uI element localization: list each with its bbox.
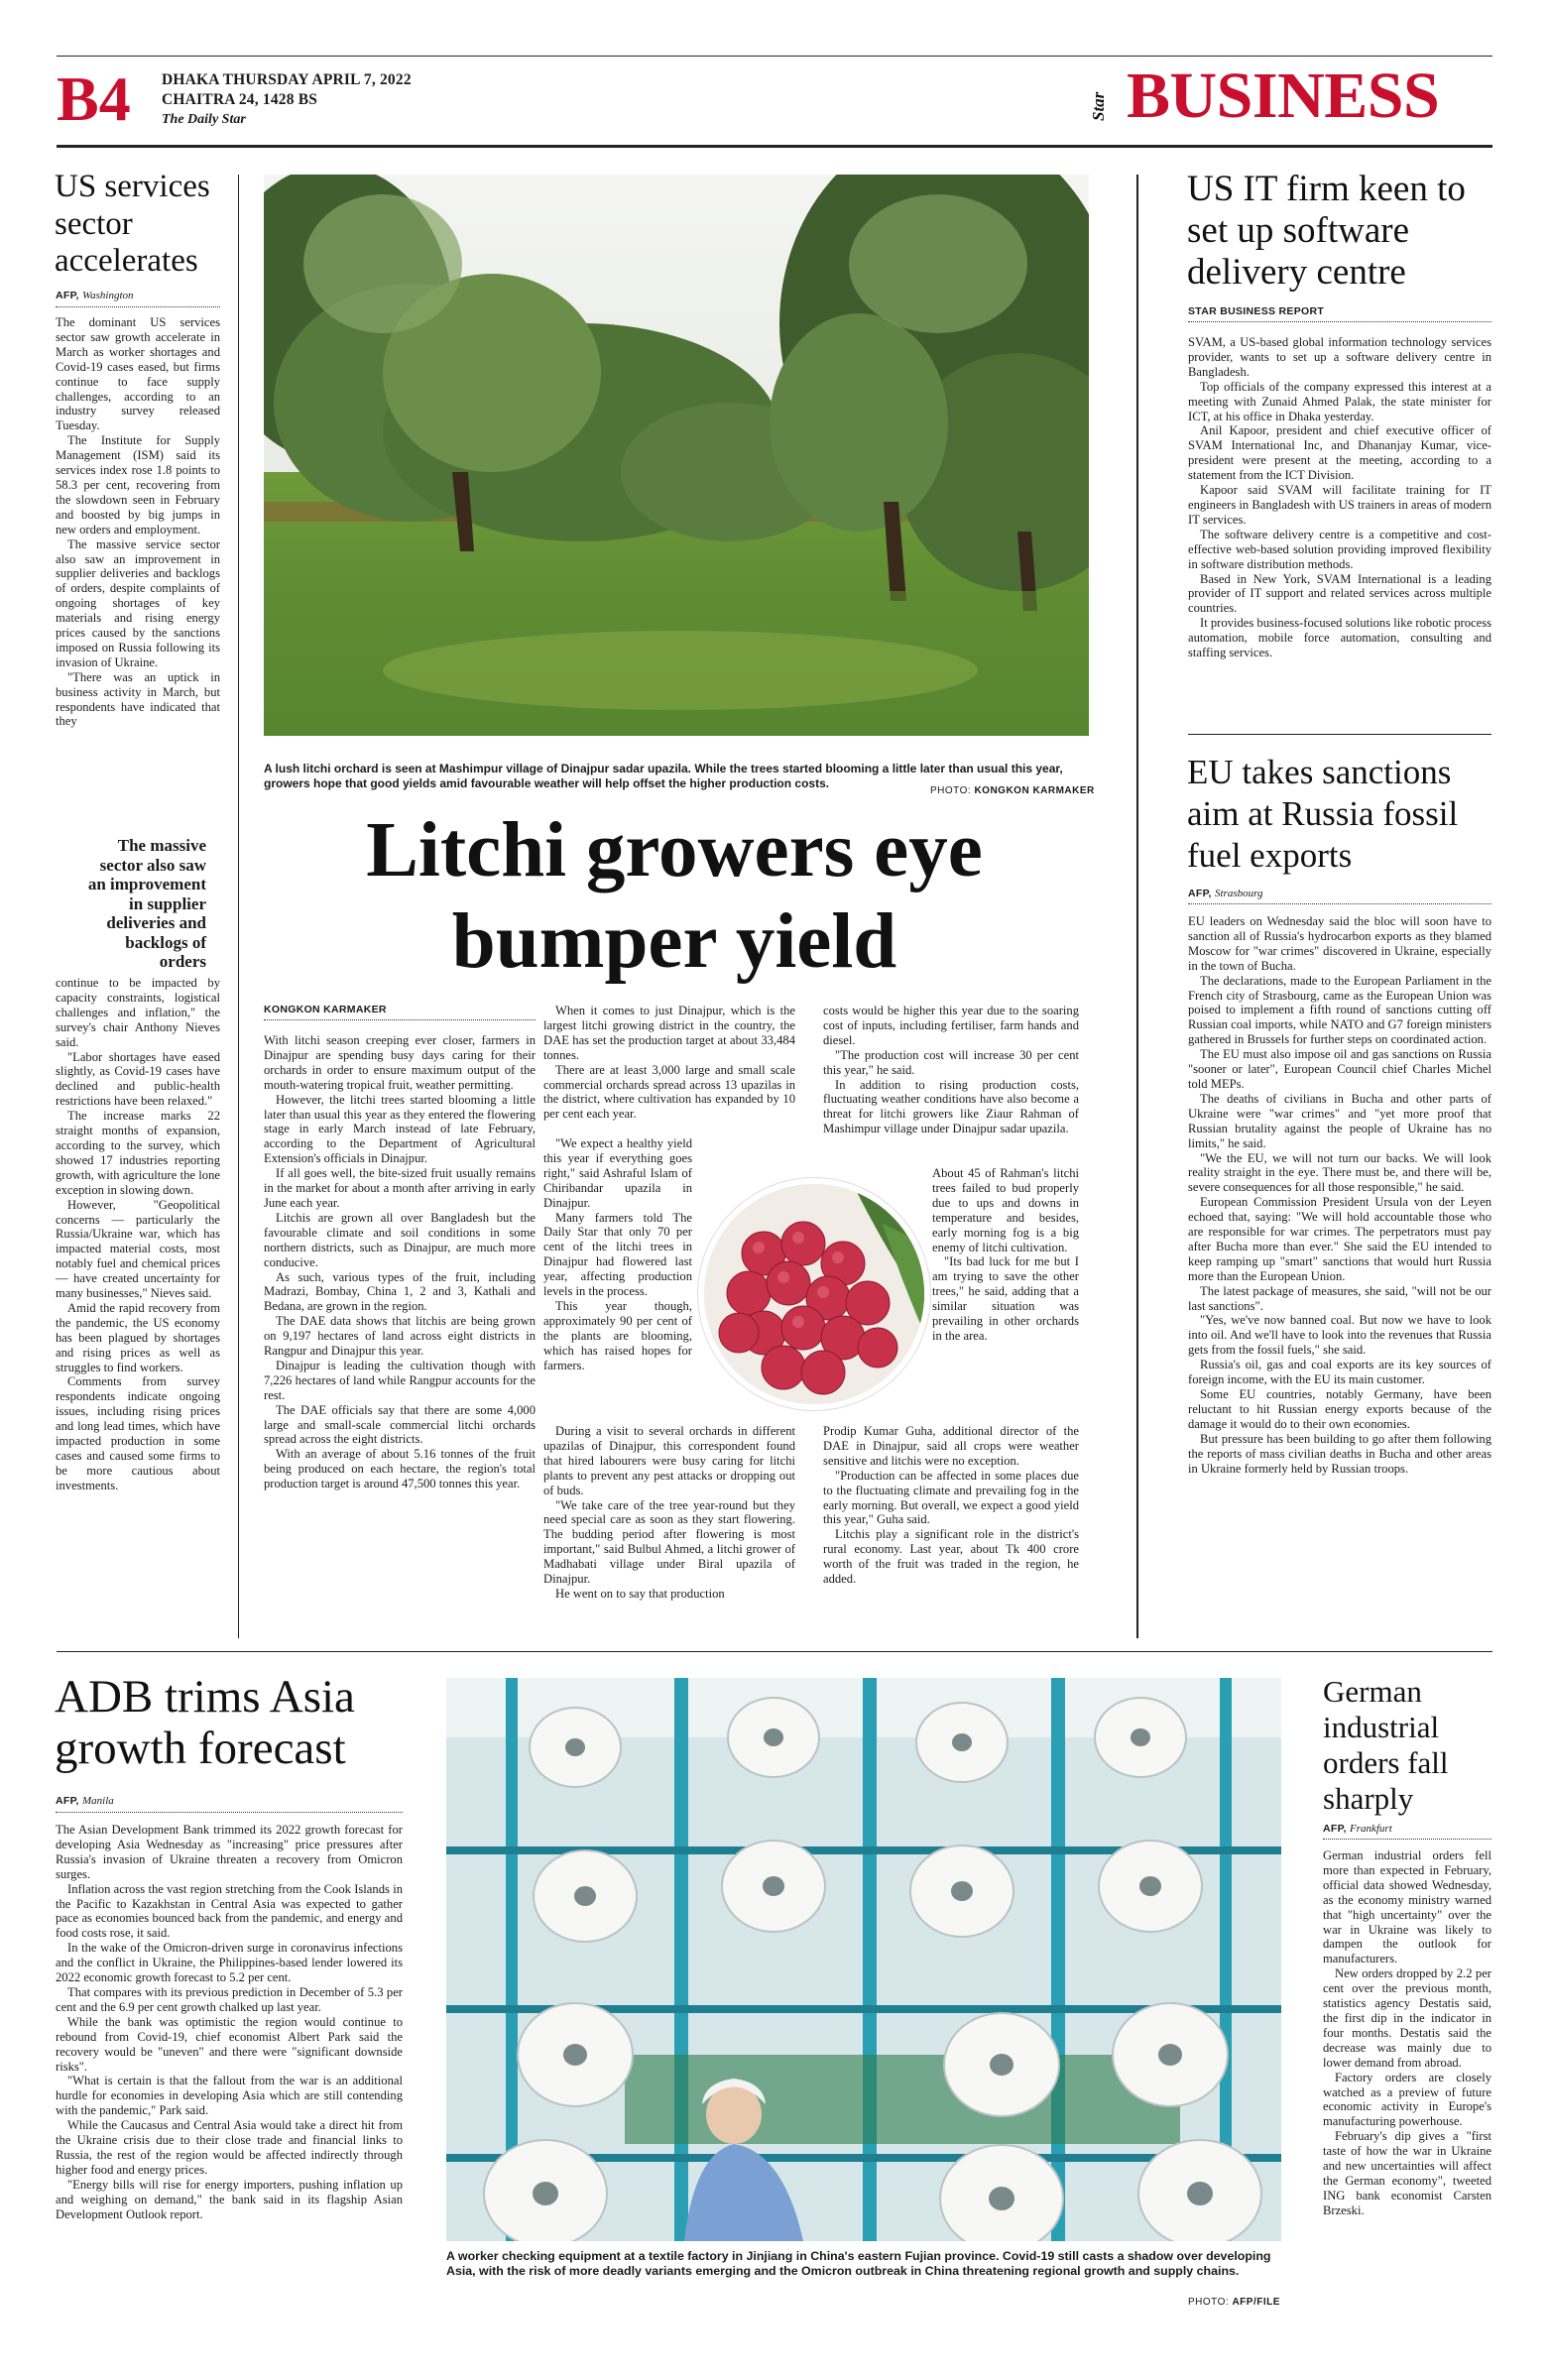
textile-photo-credit: PHOTO: AFP/FILE xyxy=(1188,2297,1280,2308)
us-services-body-top: The dominant US services sector saw growth accelerate in March as worker shortages and Covid-19 cases eased, but firms continue to face supply challenges, according to an industry survey released Tuesday. The Institute for Supply Management (ISM) said its services index rose 1.8 points to 58.3 per cent, recovering from the slowdown seen in February and boosted by big jumps in new orders and employment. The massive service sector also saw an improvement in supplier deliveries and backlogs of orders, despite complaints of ongoing shortages of key materials and rising energy prices caused by the sanctions imposed on Russia following its invasion of Ukraine. "There was an uptick in business activity in March, but respondents have indicated that they xyxy=(56,315,220,729)
adb-byline: AFP, Manila xyxy=(56,1795,114,1807)
column-rule xyxy=(1136,175,1138,1638)
eu-byline: AFP, Strasbourg xyxy=(1188,888,1263,899)
byline-divider xyxy=(56,1812,403,1813)
litchi-byline: KONGKON KARMAKER xyxy=(264,1004,387,1015)
column-rule xyxy=(238,175,239,1638)
dateline: DHAKA THURSDAY APRIL 7, 2022 xyxy=(162,71,412,88)
litchi-photo-caption: A lush litchi orchard is seen at Mashimpur village of Dinajpur sadar upazila. While the trees started blooming a little later than usual this year, growers hope that good yields amid favourable weather will help offset the higher production costs. xyxy=(264,762,1063,790)
litchi-orchard-photo xyxy=(264,175,1089,736)
textile-photo-caption: A worker checking equipment at a textile factory in Jinjiang in China's eastern Fujian province. Covid-19 still casts a shadow over developing Asia, with the risk of more deadly variants emerging and the Omicron outbreak in China threatening regional growth and supply chains. xyxy=(446,2249,1271,2278)
litchi-col-3-bottom: Prodip Kumar Guha, additional director of the DAE in Dinajpur, said all crops were weather sensitive and litchis were no exception. "Production can be affected in some places due to the fluctuating climate and prevailing fog in the early morning. But overall, we expect a good yield this year," Guha said. Litchis play a significant role in the district's rural economy. Last year, about Tk 400 crore worth of the fruit was traded in the region, he added. xyxy=(823,1424,1079,1587)
page-number: B4 xyxy=(57,63,131,134)
section-title: BUSINESS xyxy=(1127,60,1440,132)
eu-body: EU leaders on Wednesday said the bloc will soon have to sanction all of Russia's hydrocarbon exports as they blamed Moscow for "war crimes" discovered in Ukraine, especially in the town of Bucha. The declarations, made to the European Parliament in the French city of Strasbourg, came as the European Union was poised to implement a fifth round of sanctions cutting off Russian coal imports, while NATO and G7 foreign ministers gathered in Brussels for further steps on coordinated action. The EU must also impose oil and gas sanctions on Russia "sooner or later", European Council chief Charles Michel told MEPs. The deaths of civilians in Bucha and other parts of Ukraine were "war crimes" and "yet more proof that Russian brutality against the people of Ukraine has no limits," he said. "We the EU, we will not turn our backs. We will look reality straight in the eye. There must be, and there will be, severe consequences for all those responsible," he said. European Commission President Ursula von der Leyen echoed that, saying: "We will hold accountable those who are responsible for war crimes. The perpetrators must pay after Bucha more than ever." She said the EU intended to keep ramping up "smart" sanctions that would hurt Russia more than the European Union. The latest package of measures, she said, "will not be our last sanctions". "Yes, we've now banned coal. But now we have to look into oil. And we'll have to look into the revenues that Russia gets from the fossil fuels," she said. Russia's oil, gas and coal exports are its key sources of foreign income, with the EU its main customer. Some EU countries, notably Germany, have been reluctant to hit Russian energy exports because of the damage it would do to their own economies. But pressure has been building to go after them following the reports of mass civilian deaths in Bucha and other areas in Ukraine formerly held by Russian troops. xyxy=(1188,914,1491,1476)
section-logo: Star xyxy=(1089,91,1108,121)
adb-body: The Asian Development Bank trimmed its 2022 growth forecast for developing Asia Wednesday as "increasing" price pressures after Russia's invasion of Ukraine threaten a recovery from Omicron surges. Inflation across the vast region stretching from the Cook Islands in the Pacific to Kazakhstan in Central Asia was expected to gather pace as economies bounced back from the pandemic, and energy and food costs rose, it said. In the wake of the Omicron-driven surge in coronavirus infections and the conflict in Ukraine, the Philippines-based lender lowered its 2022 economic growth forecast to 5.2 per cent. That compares with its previous prediction in December of 5.3 per cent and the 6.9 per cent growth chalked up last year. While the bank was optimistic the region would continue to rebound from Covid-19, chief economist Albert Park said the recovery would be "uneven" and there were "significant downside risks". "What is certain is that the fallout from the war is an additional hurdle for economies in developing Asia which are still contending with the pandemic," Park said. While the Caucasus and Central Asia would take a direct hit from the Ukraine crisis due to their close trade and financial links to Russia, the rest of the region would be affected indirectly through higher food and energy prices. "Energy bills will rise for energy importers, pushing inflation up and weighing on demand," the bank said in its flagship Asian Development Outlook report. xyxy=(56,1823,403,2221)
paper-name: The Daily Star xyxy=(162,112,246,127)
adb-headline: ADB trims Asia growth forecast xyxy=(55,1671,355,1774)
byline-divider xyxy=(1188,903,1491,904)
textile-factory-photo xyxy=(446,1678,1281,2241)
litchi-col-3-wrap: About 45 of Rahman's litchi trees failed to bud properly due to ups and downs in temperature and besides, early morning fog is a big enemy of litchi cultivation. "Its bad luck for me but I am trying to save the other trees," he said, adding that a similar situation was prevailing in other orchards in the area. xyxy=(932,1166,1079,1343)
german-headline: German industrial orders fall sharply xyxy=(1323,1674,1449,1816)
pull-quote: The massive sector also saw an improvement in supplier deliveries and backlogs of orders xyxy=(87,836,206,971)
masthead-top-rule xyxy=(57,56,1492,57)
us-services-headline: US services sector accelerates xyxy=(55,169,210,279)
section-divider xyxy=(57,1651,1492,1652)
us-it-body: SVAM, a US-based global information technology services provider, wants to set up a software delivery centre in Bangladesh. Top officials of the company expressed this interest at a meeting with Zunaid Ahmed Palak, the state minister for ICT, at his office in Dhaka yesterday. Anil Kapoor, president and chief executive officer of SVAM International Inc, and Dhananjay Kumar, vice-president were present at the meeting, according to a statement from the ICT Division. Kapoor said SVAM will facilitate training for IT engineers in Bangladesh with US trainers in areas of modern IT services. The software delivery centre is a competitive and cost-effective web-based solution providing improved flexibility in software distribution methods. Based in New York, SVAM International is a leading provider of IT support and related services across multiple countries. It provides business-focused solutions like robotic process automation, mobile force automation, consulting and staffing services. xyxy=(1188,335,1492,660)
litchi-col-1: With litchi season creeping ever closer, farmers in Dinajpur are spending busy days caring for their orchards in order to ensure maximum output of the mouth-watering tropical fruit, weather permitting. However, the litchi trees started blooming a little later than usual this year as they entered the flowering stage in early March instead of late February, according to the Department of Agricultural Extension's officials in Dinajpur. If all goes well, the bite-sized fruit usually remains in the market for about a month after arriving in early June each year. Litchis are grown all over Bangladesh but the favourable climate and soil conditions in some northern districts, such as Dinajpur, are much more conducive. As such, various types of the fruit, including Madrazi, Bombay, China 1, 2 and 3, Kathali and Bedana, are grown in the region. The DAE data shows that litchis are being grown on 9,197 hectares of land across eight districts in Rangpur and Dinajpur this year. Dinajpur is leading the cultivation though with 7,226 hectares of land while Rangpur accounts for the rest. The DAE officials say that there are some 4,000 large and small-scale commercial litchi orchards spread across the eight districts. With an average of about 5.16 tonnes of the fruit being produced on each hectare, the region's total production target is around 47,500 tonnes this year. xyxy=(264,1033,536,1491)
bangla-date: CHAITRA 24, 1428 BS xyxy=(162,91,318,108)
litchi-fruit-photo xyxy=(698,1178,930,1410)
eu-headline: EU takes sanctions aim at Russia fossil fuel exports xyxy=(1187,753,1459,875)
litchi-photo-credit: PHOTO: KONGKON KARMAKER xyxy=(930,785,1095,796)
byline-divider xyxy=(56,306,220,307)
byline-divider xyxy=(264,1019,536,1020)
german-byline: AFP, Frankfurt xyxy=(1323,1823,1392,1835)
masthead-bottom-rule xyxy=(57,145,1492,148)
byline-divider xyxy=(1188,321,1491,322)
litchi-col-3-top: costs would be higher this year due to the soaring cost of inputs, including fertiliser, farm hands and diesel. "The production cost will increase 30 per cent this year," he said. In addition to rising production costs, fluctuating weather conditions have also become a threat for litchi growers like Ziaur Rahman of Mashimpur village under Dinajpur sadar upazila. xyxy=(823,1004,1079,1136)
german-body: German industrial orders fell more than expected in February, official data showed Wednesday, as the economy ministry warned that "high uncertainty" over the war in Ukraine was likely to dampen the outlook for manufacturers. New orders dropped by 2.2 per cent over the previous month, statistics agency Destatis said, the first dip in the indicator in four months. Destatis said the decrease was mainly due to lower demand from abroad. Factory orders are closely watched as a preview of future economic activity in Europe's manufacturing powerhouse. February's dip gives a "first taste of how the war in Ukraine and new uncertainties will affect the German economy", tweeted ING bank economist Carsten Brzeski. xyxy=(1323,1848,1491,2217)
byline-divider xyxy=(1323,1839,1491,1840)
litchi-col-2-top: When it comes to just Dinajpur, which is the largest litchi growing district in the country, the DAE has set the production target at about 33,484 tonnes. There are at least 3,000 large and small scale commercial orchards spread across 13 upazilas in the district, where cultivation has expanded by 10 per cent each year. xyxy=(543,1004,795,1122)
us-it-byline: STAR BUSINESS REPORT xyxy=(1188,305,1325,317)
story-divider xyxy=(1188,734,1491,735)
us-it-headline: US IT firm keen to set up software delivery centre xyxy=(1187,169,1466,293)
us-services-byline: AFP, Washington xyxy=(56,290,134,301)
litchi-headline: Litchi growers eye bumper yield xyxy=(366,807,983,985)
us-services-body-bottom: continue to be impacted by capacity constraints, logistical challenges and inflation," the survey's chair Anthony Nieves said. "Labor shortages have eased slightly, as Covid-19 cases have declined and public-health restrictions have been relaxed." The increase marks 22 straight months of expansion, according to the survey, which showed 17 industries reporting growth, with agriculture the lone exception in slowing down. However, "Geopolitical concerns — particularly the Russia/Ukraine war, which has impacted material costs, most notably fuel and chemical prices — have created uncertainty for many businesses," Nieves said. Amid the rapid recovery from the pandemic, the US economy has been plagued by shortages and rising prices as well as struggles to find workers. Comments from survey respondents indicate ongoing issues, including rising prices and long lead times, which have impacted production in some cases and caused some firms to be more cautious about investments. xyxy=(56,976,220,1492)
litchi-col-2-wrap: "We expect a healthy yield this year if everything goes right," said Ashraful Islam of Chiribandar upazila in Dinajpur. Many farmers told The Daily Star that only 70 per cent of the litchi trees in Dinajpur had flowered last year, affecting production levels in the process. This year though, approximately 90 per cent of the plants are blooming, which has raised hopes for farmers. xyxy=(543,1136,692,1372)
litchi-col-2-bottom: During a visit to several orchards in different upazilas of Dinajpur, this correspondent found that hired labourers were busy caring for litchi plants to prevent any pest attacks or dropping out of buds. "We take care of the tree year-round but they need special care as soon as they start flowering. The budding period after flowering is most important," said Bulbul Ahmed, a litchi grower of Madhabati village under Biral upazila of Dinajpur. He went on to say that production xyxy=(543,1424,795,1601)
